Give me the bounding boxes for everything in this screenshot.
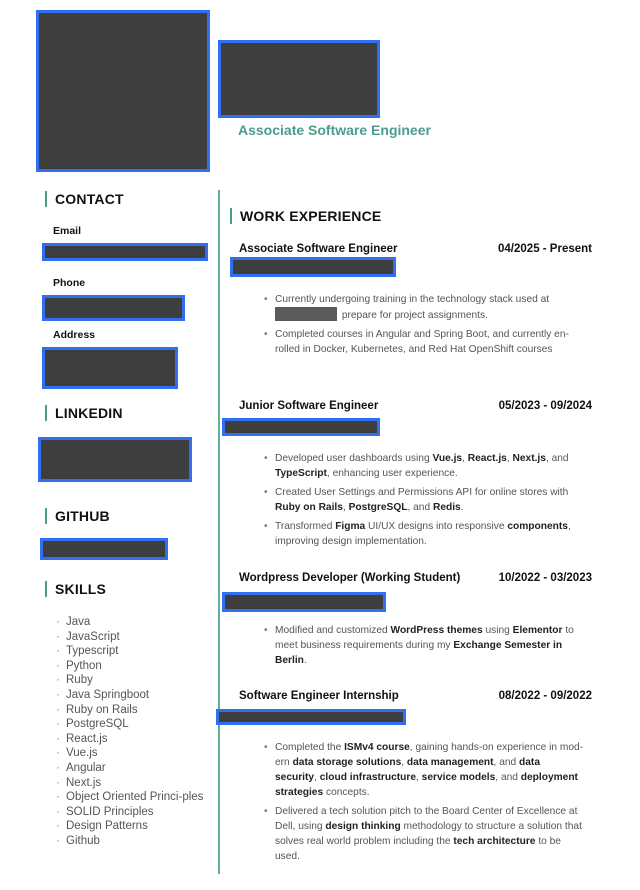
bullet-text: Developed user dashboards using <box>275 453 433 464</box>
bullet-keyword: cloud infrastructure <box>319 772 416 783</box>
job-title: Software Engineer Internship <box>239 690 399 702</box>
bullet-keyword: data management <box>406 757 494 768</box>
bullet-keyword: components <box>507 521 568 532</box>
skill-item: · Ruby <box>56 673 206 688</box>
bullet-keyword: data storage solutions <box>292 757 402 768</box>
skill-item: · Typescript <box>56 644 206 659</box>
job-date: 10/2022 - 03/2023 <box>498 572 592 584</box>
bullet-keyword: Exchange Semester in Berlin <box>275 640 563 666</box>
bullet-keyword: Ruby on Rails <box>275 502 343 513</box>
bullet-text: , <box>462 453 468 464</box>
linkedin-heading: LINKEDIN <box>45 405 123 421</box>
job-title: Associate Software Engineer <box>239 243 398 255</box>
job-date: 05/2023 - 09/2024 <box>498 400 592 412</box>
skill-item: · Github <box>56 834 206 849</box>
bullet-keyword: TypeScript <box>275 468 327 479</box>
bullet-text: Currently undergoing training in the technology stack used at <box>275 294 550 305</box>
email-label: Email <box>53 225 82 237</box>
bullet-text: , enhancing user experience. <box>326 468 458 479</box>
resume-page <box>8 0 632 890</box>
bullet-text: , improving design implementation. <box>275 521 571 547</box>
bullet-text: Completed the <box>275 742 345 753</box>
skills-list <box>56 615 206 849</box>
redacted-name <box>218 40 380 118</box>
redacted-text <box>275 307 337 321</box>
bullet-text: , and <box>495 772 521 783</box>
skill-item: · SOLID Principles <box>56 805 206 820</box>
bullet-keyword: Redis <box>432 502 461 513</box>
bullet-text: UI/UX designs into responsive <box>365 521 508 532</box>
redacted-phone <box>42 295 185 321</box>
bullet-text: , and <box>493 757 520 768</box>
work-experience-heading: WORK EXPERIENCE <box>230 208 381 224</box>
redacted-address <box>42 347 178 389</box>
bullet-text: Modified and customized <box>275 625 391 636</box>
bullet-text: to be used. <box>275 836 561 862</box>
bullet-text: , <box>506 453 513 464</box>
job-bullets <box>264 451 584 553</box>
job-title-header: Associate Software Engineer <box>238 122 431 138</box>
bullet-text: . <box>460 502 464 513</box>
job-bullets <box>264 292 584 361</box>
skill-item: · React.js <box>56 732 206 747</box>
bullet-keyword: ISMv4 course <box>344 742 410 753</box>
skill-item: · Angular <box>56 761 206 776</box>
bullet-text: , <box>314 772 320 783</box>
skills-heading: SKILLS <box>45 581 106 597</box>
job-bullets <box>264 623 584 672</box>
redacted-linkedin <box>38 437 192 482</box>
redacted-company <box>222 418 380 436</box>
skill-item: · JavaScript <box>56 630 206 645</box>
bullet-text: Completed courses in Angular and Spring Boot, and currently en-rolled in Docker, Kubernetes, and Red Hat OpenShift courses <box>275 329 569 355</box>
redacted-photo <box>36 10 210 172</box>
job-date: 08/2022 - 09/2022 <box>498 690 592 702</box>
skill-item: · Design Patterns <box>56 819 206 834</box>
redacted-email <box>42 243 208 261</box>
job-bullet <box>264 740 584 800</box>
bullet-keyword: Next.js <box>512 453 546 464</box>
redacted-company <box>216 709 406 725</box>
job-bullet <box>264 804 584 864</box>
bullet-keyword: Figma <box>335 521 366 532</box>
skill-item: · Python <box>56 659 206 674</box>
job-title: Wordpress Developer (Working Student) <box>239 572 461 584</box>
bullet-text: , <box>401 757 407 768</box>
bullet-text: , and <box>407 502 433 513</box>
bullet-text: , <box>415 772 422 783</box>
job-bullet <box>264 292 584 323</box>
bullet-text: Transformed <box>275 521 336 532</box>
bullet-text: methodology to structure a solution that solves real world problem including the <box>275 821 582 847</box>
bullet-keyword: tech architecture <box>453 836 536 847</box>
job-date: 04/2025 - Present <box>498 243 592 255</box>
bullet-text: . <box>303 655 307 666</box>
bullet-text: prepare for project assignments. <box>339 310 488 321</box>
phone-label: Phone <box>53 277 86 289</box>
bullet-keyword: data security <box>275 757 540 783</box>
bullet-text: , gaining hands-on experience in mod-ern <box>275 742 584 768</box>
job-bullets <box>264 740 584 868</box>
column-divider <box>218 190 220 874</box>
bullet-text: , <box>342 502 349 513</box>
skill-item: · Next.js <box>56 776 206 791</box>
address-label: Address <box>53 329 96 341</box>
skill-item: · Vue.js <box>56 746 206 761</box>
bullet-keyword: service models <box>421 772 496 783</box>
bullet-keyword: Vue.js <box>432 453 463 464</box>
skill-item: · Java <box>56 615 206 630</box>
job-bullet <box>264 519 584 549</box>
bullet-keyword: deployment strategies <box>275 772 578 798</box>
redacted-github <box>40 538 168 560</box>
bullet-text: , and <box>545 453 569 464</box>
redacted-company <box>230 257 396 277</box>
job-bullet <box>264 623 584 668</box>
bullet-text: Delivered a tech solution pitch to the Board Center of Excellence at Dell, using <box>275 806 578 832</box>
bullet-keyword: WordPress themes <box>390 625 483 636</box>
job-bullet <box>264 451 584 481</box>
skill-item: · PostgreSQL <box>56 717 206 732</box>
job-title: Junior Software Engineer <box>239 400 379 412</box>
bullet-text: using <box>482 625 513 636</box>
bullet-text: concepts. <box>323 787 370 798</box>
skill-item: · Java Springboot <box>56 688 206 703</box>
bullet-text: to meet business requirements during my <box>275 625 574 651</box>
bullet-keyword: design thinking <box>325 821 401 832</box>
contact-heading: CONTACT <box>45 191 124 207</box>
job-bullet <box>264 327 584 357</box>
bullet-keyword: PostgreSQL <box>348 502 408 513</box>
skill-item: · Object Oriented Princi-ples <box>56 790 206 805</box>
skill-item: · Ruby on Rails <box>56 703 206 718</box>
job-bullet <box>264 485 584 515</box>
bullet-text: Created User Settings and Permissions API for online stores with <box>275 487 569 498</box>
github-heading: GITHUB <box>45 508 110 524</box>
bullet-keyword: React.js <box>467 453 507 464</box>
redacted-company <box>222 592 386 612</box>
bullet-keyword: Elementor <box>512 625 563 636</box>
